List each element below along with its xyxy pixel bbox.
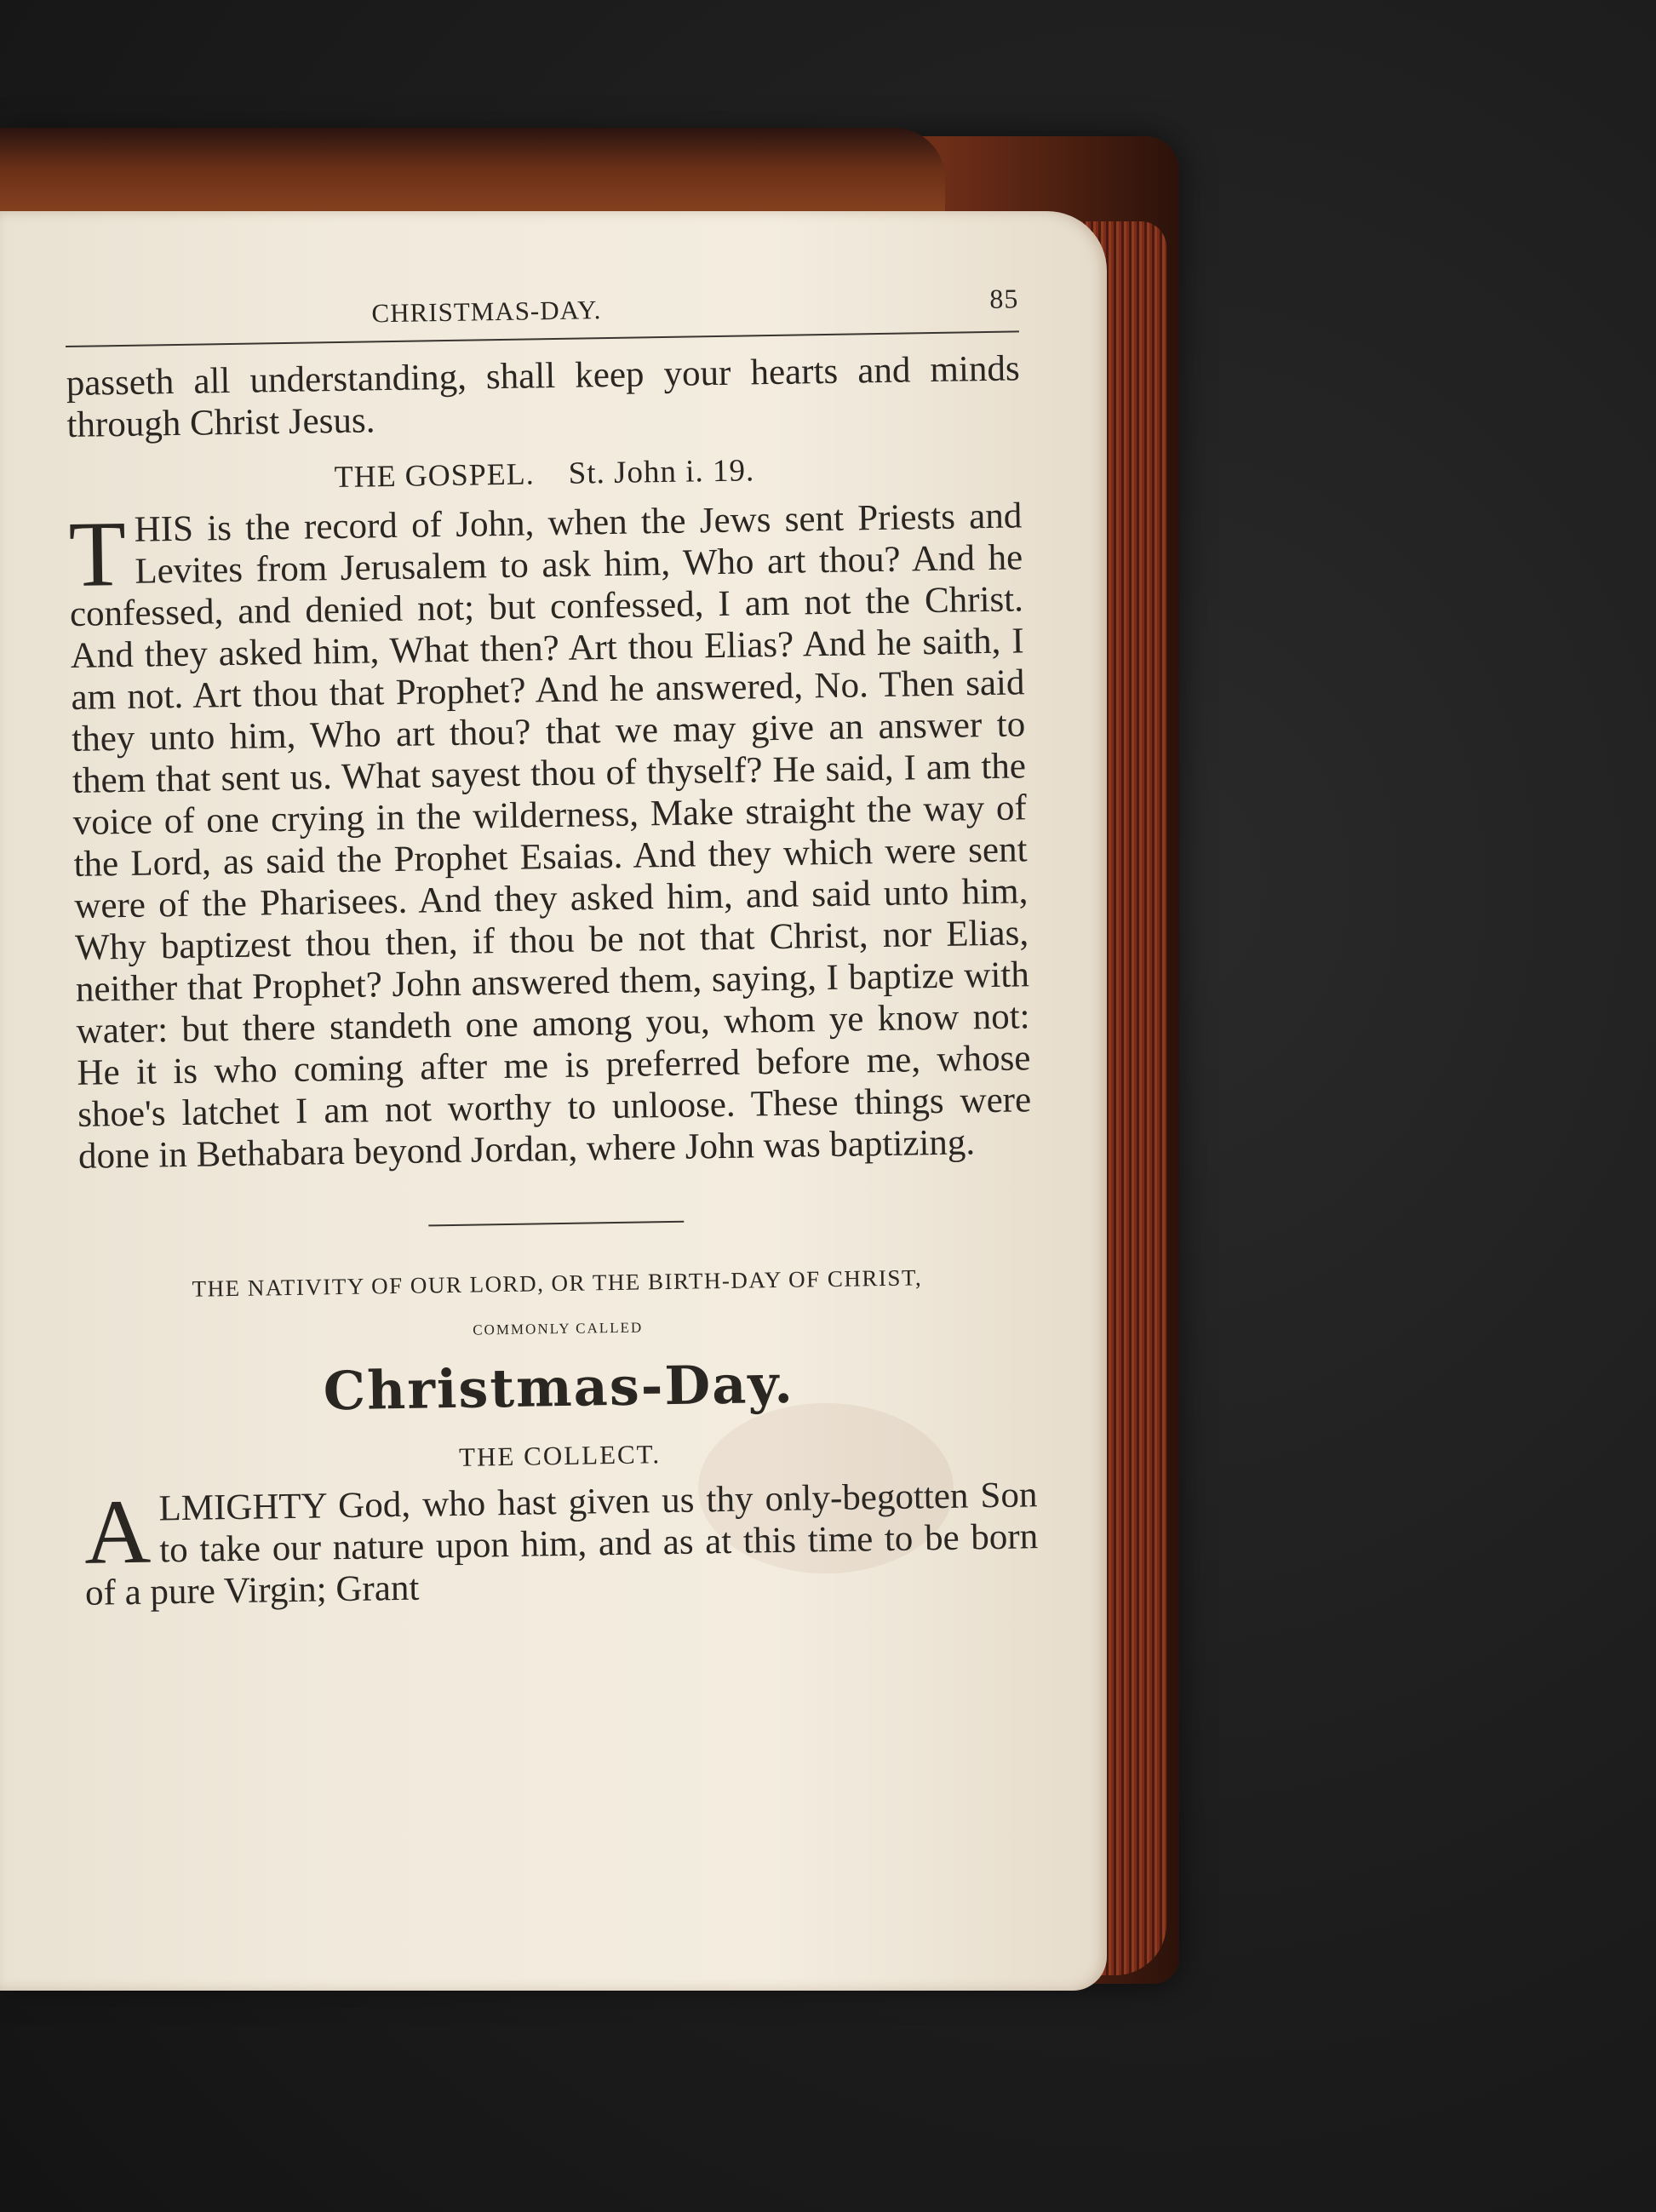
gospel-reference: St. John i. 19. [568, 453, 755, 491]
collect-text: LMIGHTY God, who hast given us thy only-begotten Son to take our nature upon him, and as at this time to be born of a pure Virgin; Grant [84, 1475, 1039, 1613]
nativity-heading: THE NATIVITY OF OUR LORD, OR THE BIRTH-DAY OF CHRIST, [192, 1264, 923, 1302]
commonly-called-label: COMMONLY CALLED [473, 1319, 644, 1338]
collect-body [83, 1474, 1039, 1614]
section-divider [428, 1221, 684, 1227]
page-content [65, 274, 1039, 1613]
epistle-ending: passeth all understanding, shall keep your hearts and minds through Christ Jesus. [66, 348, 1020, 445]
running-title: CHRISTMAS-DAY. [371, 295, 602, 329]
gospel-heading [67, 448, 1022, 500]
gospel-title: THE GOSPEL. [334, 456, 535, 495]
page-number: 85 [989, 283, 1019, 314]
gospel-body [68, 495, 1032, 1177]
gospel-dropcap: T [67, 501, 128, 606]
feast-title: Christmas-Day. [323, 1352, 795, 1423]
gospel-text: HIS is the record of John, when the Jews sent Priests and Levites from Jerusalem to ask him, Who art thou? And he confessed, and denied not; but confessed, I am not the Christ. And they asked him, What then? Art thou Elias? And he saith, I am not. Art thou that Prophet? And he answered, No. Then said they unto him, Who art thou? that we may give an answer to them that sent us. What sayest thou of thyself? He said, I am the voice of one crying in the wilderness, Make straight the way of the Lord, as said the Prophet Esaias. And they which were sent were of the Pharisees. And they asked him, and said unto him, Why baptizest thou then, if thou be not that Christ, nor Elias, neither that Prophet? John answered them, saying, I baptize with water: but there standeth one among you, whom ye know not: He it is who coming after me is preferred before me, whose shoe's latchet I am not worthy to unloose. These things were done in Bethabara beyond Jordan, where John was baptizing. [69, 496, 1032, 1177]
book-cover-top-edge [0, 128, 945, 221]
collect-heading: THE COLLECT. [458, 1439, 662, 1472]
collect-dropcap: A [83, 1481, 152, 1584]
